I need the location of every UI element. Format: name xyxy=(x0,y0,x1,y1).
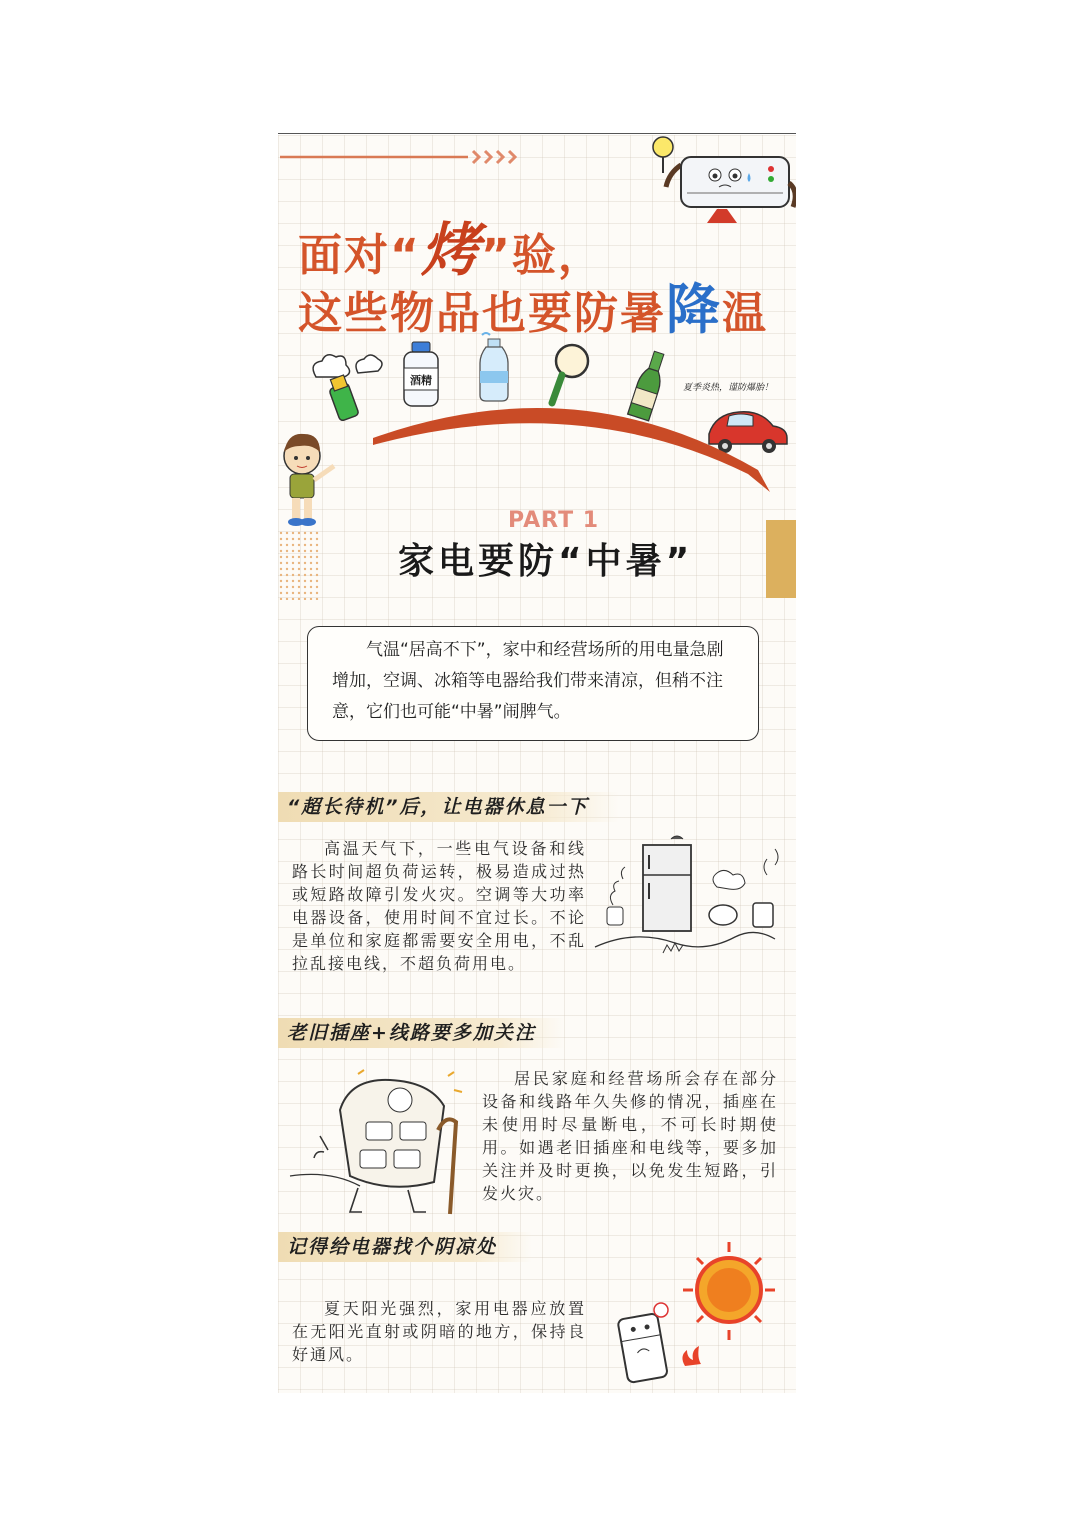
section-heading-shade: 记得给电器找个阴凉处 xyxy=(278,1232,532,1262)
section-heading-standby: “超长待机”后，让电器休息一下 xyxy=(278,792,619,822)
alcohol-label: 酒精 xyxy=(410,374,432,387)
poster xyxy=(278,135,796,1393)
intro-box: 气温“居高不下”，家中和经营场所的用电量急剧增加，空调、冰箱等电器给我们带来清凉，但稍不注意，它们也可能“中暑”闹脾气。 xyxy=(307,626,759,741)
section-text-old-sockets: 居民家庭和经营场所会存在部分设备和线路年久失修的情况，插座在未使用时尽量断电，不可长时期使用。如遇老旧插座和电线等，要多加关注并及时更换，以免发生短路，引发火灾。 xyxy=(482,1069,778,1203)
tire-slogan: 夏季炎热，谨防爆胎！ xyxy=(683,383,774,393)
sun-and-appliance-illustration xyxy=(603,1240,793,1390)
water-bottle-icon xyxy=(474,331,514,403)
section-heading-old-sockets: 老旧插座+线路要多加关注 xyxy=(278,1018,565,1048)
title-cool-char: 降 xyxy=(666,278,722,341)
air-conditioner-mascot xyxy=(643,135,796,235)
top-divider xyxy=(278,133,796,134)
overheating-appliances-illustration xyxy=(593,835,788,965)
title-hot-char: 烤 xyxy=(420,216,481,284)
section-text-standby: 高温天气下，一些电气设备和线路长时间超负荷运转，极易造成过热或短路故障引发火灾。空调等大功率电器设备，使用时间不宜过长。不论是单位和家庭都需要安全用电，不乱拉乱接电线，不超负荷用电。 xyxy=(292,839,586,973)
decorative-arc xyxy=(278,400,796,500)
cartoon-boy xyxy=(278,430,348,530)
part-title: 家电要防“中暑” xyxy=(398,541,694,582)
old-socket-illustration xyxy=(288,1070,483,1220)
title-line-2: 这些物品也要防暑降温 xyxy=(298,278,768,341)
title-line-1: 面对“烤”验， xyxy=(298,216,604,284)
dotted-pattern xyxy=(278,530,320,600)
header-arrow-line xyxy=(278,147,538,167)
magnifying-glass-icon xyxy=(546,339,592,409)
gold-accent-bar xyxy=(766,520,796,598)
part-label: PART 1 xyxy=(508,508,600,533)
section-text-shade: 夏天阳光强烈，家用电器应放置在无阳光直射或阴暗的地方，保持良好通风。 xyxy=(292,1299,586,1364)
